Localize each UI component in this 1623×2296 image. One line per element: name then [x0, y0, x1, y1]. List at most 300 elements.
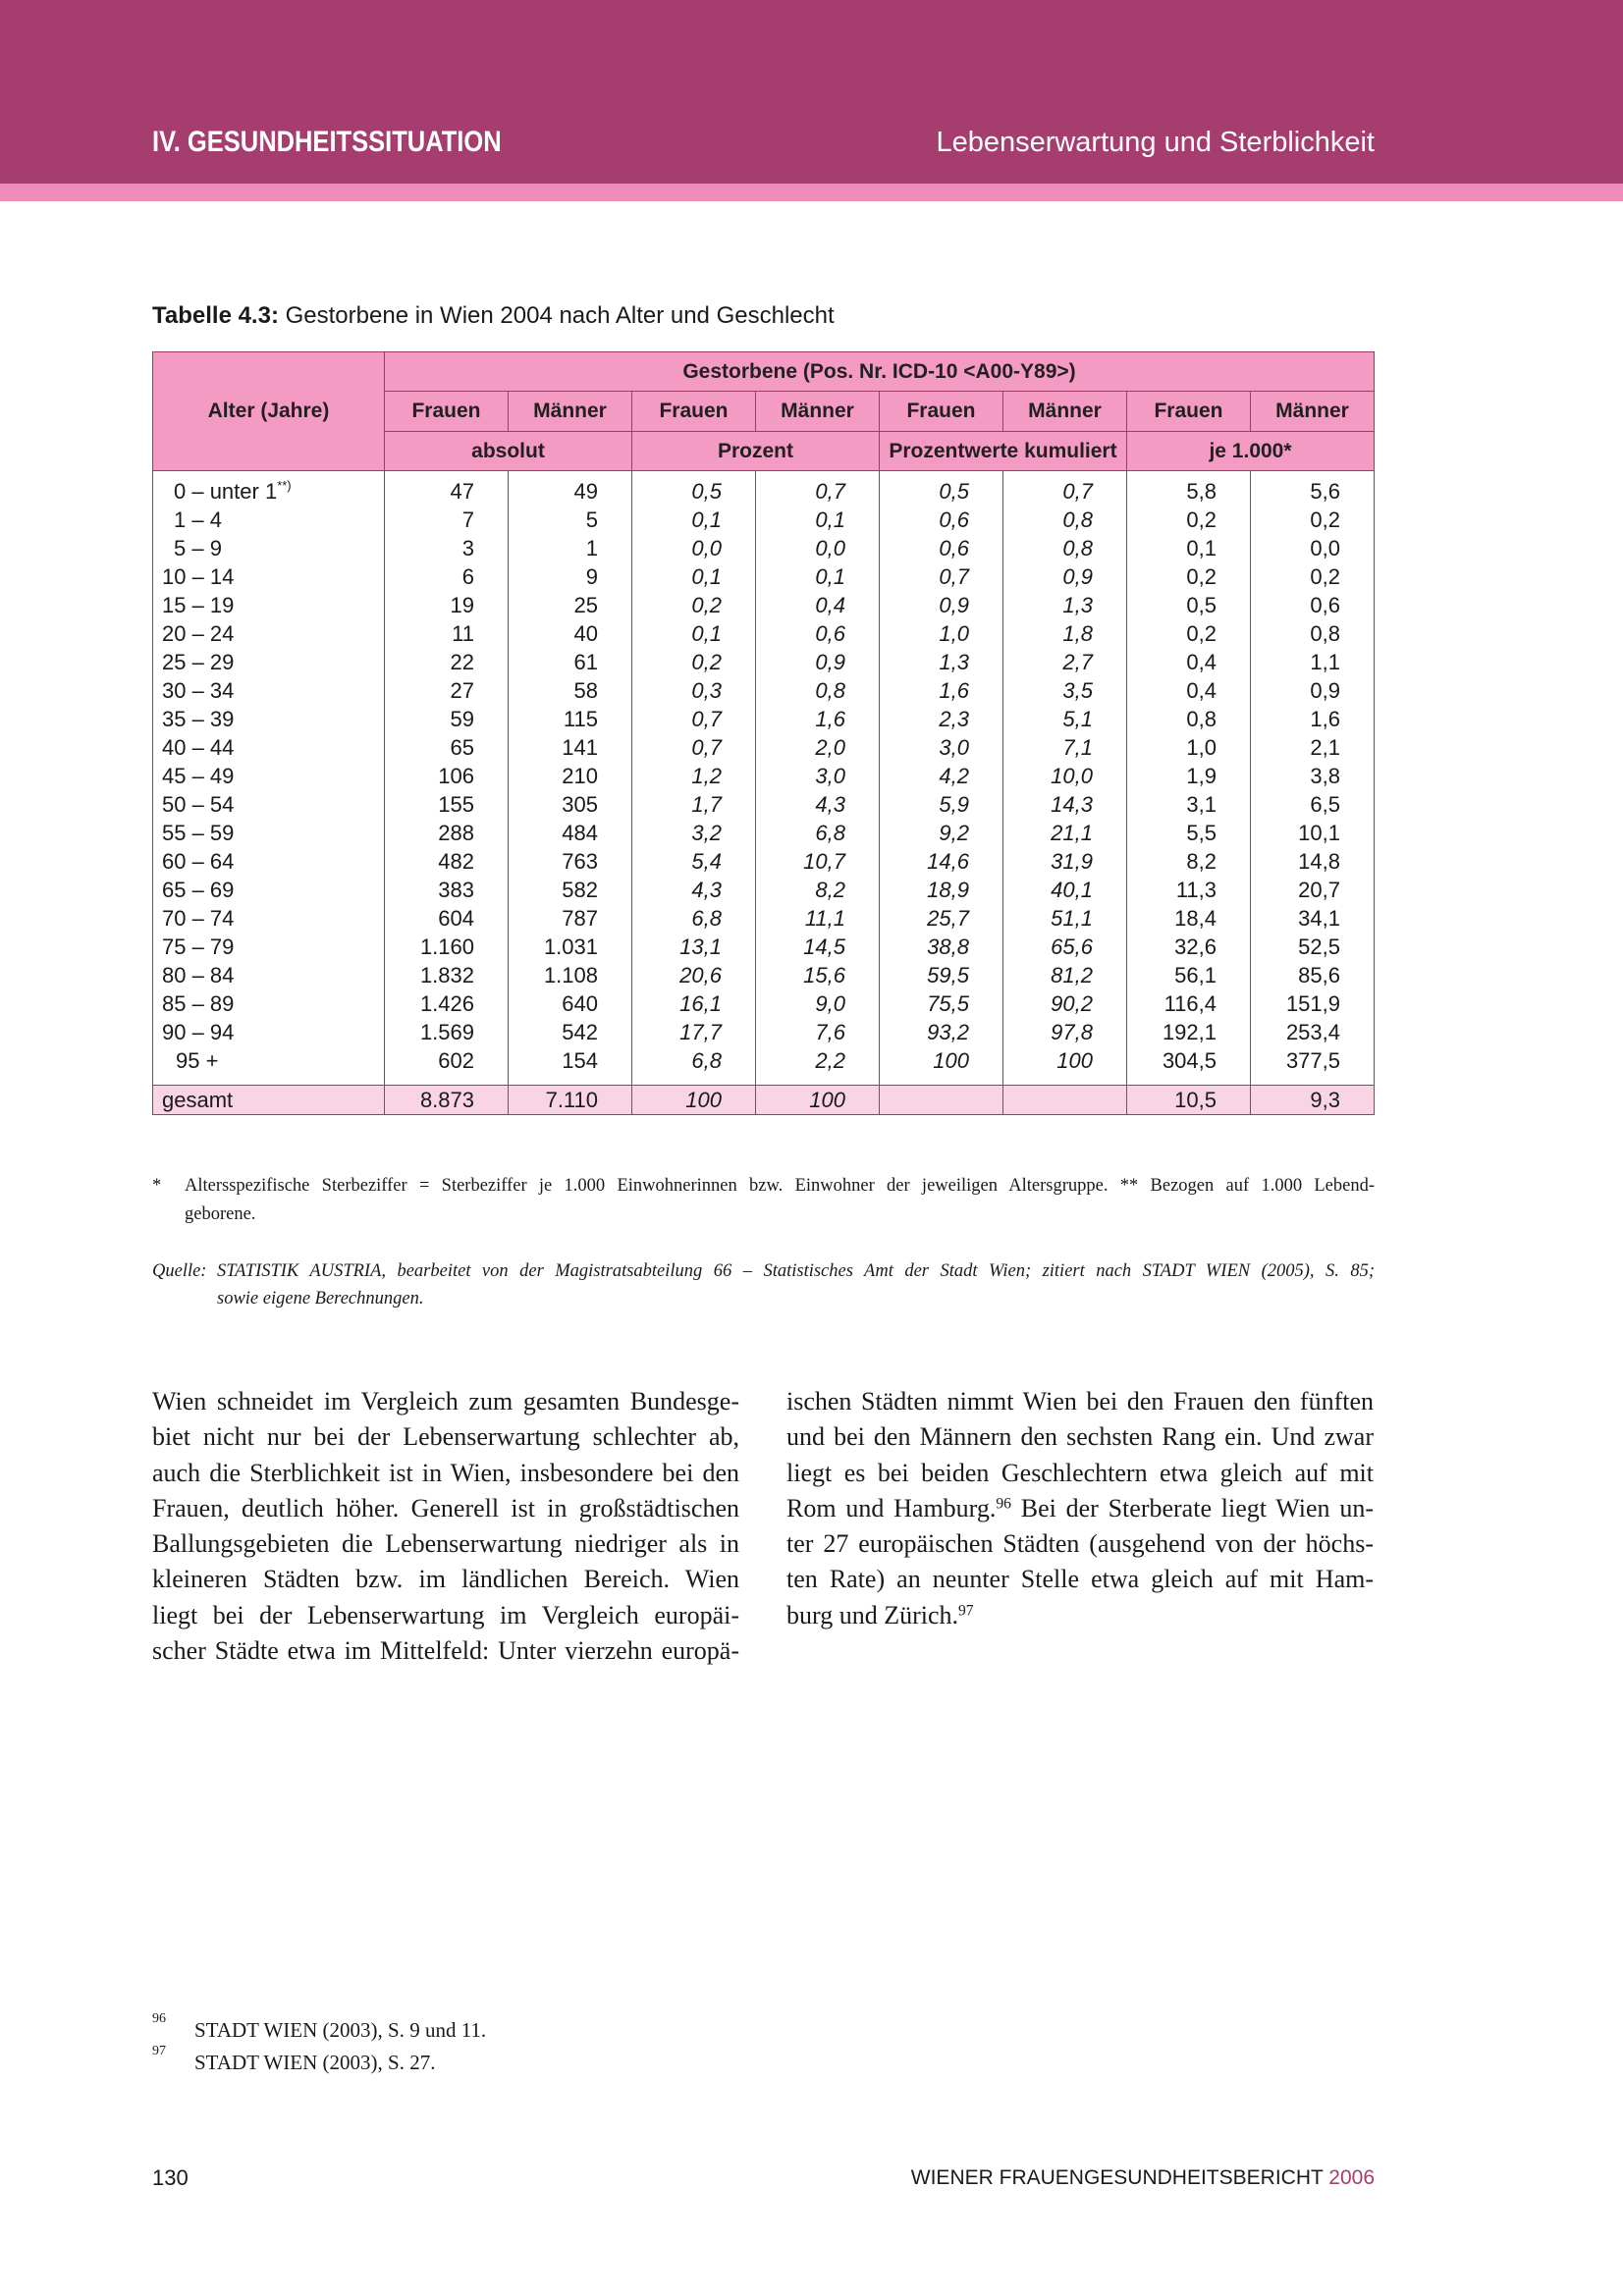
value-cell: 1.569: [385, 1018, 509, 1046]
age-group-cell: [153, 933, 385, 961]
unit-column-header: Prozent: [632, 432, 880, 471]
source-text: [217, 1257, 1375, 1312]
value-cell: 2,7: [1003, 648, 1127, 676]
value-cell: 5,6: [1251, 471, 1375, 507]
value-cell: 0,7: [756, 471, 880, 507]
value-cell: 0,8: [1251, 619, 1375, 648]
age-group-label: 60 – 64: [162, 849, 235, 874]
table-caption-text: Gestorbene in Wien 2004 nach Alter und Geschlecht: [285, 302, 835, 329]
topic-title: Lebenserwartung und Sterblichkeit: [936, 127, 1375, 158]
footnote: [152, 2044, 938, 2079]
value-cell: 1,3: [880, 648, 1003, 676]
text-segment: scher Städte etwa im Mittelfeld: Unter vierzehn europä-: [152, 1636, 739, 1666]
table-row: [153, 876, 1375, 904]
footnotes: [152, 2011, 938, 2079]
age-group-cell: [153, 762, 385, 790]
value-cell: 0,4: [1127, 648, 1251, 676]
value-cell: 0,6: [1251, 591, 1375, 619]
total-value-cell: [1003, 1086, 1127, 1115]
value-cell: 5,9: [880, 790, 1003, 819]
table-row: [153, 1046, 1375, 1086]
value-cell: 0,6: [880, 534, 1003, 562]
text-line: [786, 1526, 1374, 1562]
value-cell: 85,6: [1251, 961, 1375, 989]
value-cell: 1,2: [632, 762, 756, 790]
value-cell: 377,5: [1251, 1046, 1375, 1086]
value-cell: 40,1: [1003, 876, 1127, 904]
value-cell: 151,9: [1251, 989, 1375, 1018]
age-group-label: 85 – 89: [162, 991, 235, 1016]
age-group-label: 90 – 94: [162, 1020, 235, 1044]
table-footnote-line: geborene.: [185, 1204, 256, 1224]
text-line: [786, 1562, 1374, 1597]
value-cell: 288: [385, 819, 509, 847]
value-cell: 0,7: [632, 733, 756, 762]
value-cell: 1,0: [1127, 733, 1251, 762]
value-cell: 51,1: [1003, 904, 1127, 933]
text-segment: Bei der Sterberate liegt Wien un-: [1010, 1493, 1374, 1522]
value-cell: 305: [509, 790, 632, 819]
total-value-cell: [880, 1086, 1003, 1115]
value-cell: 59: [385, 705, 509, 733]
table-row: [153, 591, 1375, 619]
value-cell: 304,5: [1127, 1046, 1251, 1086]
header-accent-strip: [0, 184, 1623, 201]
age-group-cell: [153, 961, 385, 989]
value-cell: 8,2: [756, 876, 880, 904]
value-cell: 90,2: [1003, 989, 1127, 1018]
footer-title: [911, 2164, 1375, 2192]
value-cell: 25,7: [880, 904, 1003, 933]
text-segment: ischen Städten nimmt Wien bei den Frauen den fünften: [786, 1387, 1374, 1415]
unit-column-header: Prozentwerte kumuliert: [880, 432, 1127, 471]
value-cell: 0,4: [756, 591, 880, 619]
value-cell: 787: [509, 904, 632, 933]
age-group-label: 55 – 59: [162, 821, 235, 845]
header-row-group: [153, 352, 1375, 392]
table-row: [153, 471, 1375, 507]
value-cell: 115: [509, 705, 632, 733]
footnote: [152, 2011, 938, 2047]
age-group-label: 65 – 69: [162, 878, 235, 902]
value-cell: 4,3: [632, 876, 756, 904]
footnote-reference: 96: [996, 1495, 1011, 1513]
group-header: Gestorbene (Pos. Nr. ICD-10 <A00-Y89>): [385, 352, 1375, 392]
value-cell: 56,1: [1127, 961, 1251, 989]
value-cell: 0,9: [756, 648, 880, 676]
value-cell: 0,2: [1127, 506, 1251, 534]
value-cell: 27: [385, 676, 509, 705]
value-cell: 93,2: [880, 1018, 1003, 1046]
age-group-label: 35 – 39: [162, 707, 235, 731]
text-column-right: [786, 1384, 1374, 1633]
value-cell: 4,3: [756, 790, 880, 819]
age-group-label: 15 – 19: [162, 593, 235, 617]
value-cell: 8,2: [1127, 847, 1251, 876]
footer-report-name: WIENER FRAUENGESUNDHEITSBERICHT: [910, 2166, 1324, 2189]
table-row: [153, 847, 1375, 876]
value-cell: 21,1: [1003, 819, 1127, 847]
source-line: STATISTIK AUSTRIA, bearbeitet von der Magistratsabteilung 66 – Statistisches Amt der Stadt Wien; zitiert nach STADT WIEN (2005), S. 85;: [217, 1261, 1375, 1281]
value-cell: 0,0: [632, 534, 756, 562]
text-line: [786, 1384, 1374, 1419]
value-cell: 482: [385, 847, 509, 876]
value-cell: 49: [509, 471, 632, 507]
value-cell: 0,7: [632, 705, 756, 733]
value-cell: 3,1: [1127, 790, 1251, 819]
value-cell: 3,5: [1003, 676, 1127, 705]
unit-column-header: absolut: [385, 432, 632, 471]
value-cell: 0,5: [632, 471, 756, 507]
page-number: 130: [152, 2165, 189, 2190]
text-line: [152, 1633, 739, 1669]
value-cell: 141: [509, 733, 632, 762]
footnote-text: STADT WIEN (2003), S. 9 und 11.: [194, 2018, 487, 2042]
value-cell: 5,8: [1127, 471, 1251, 507]
value-cell: 154: [509, 1046, 632, 1086]
value-cell: 5,4: [632, 847, 756, 876]
value-cell: 0,1: [756, 562, 880, 591]
text-segment: Rom und Hamburg.: [786, 1493, 997, 1522]
value-cell: 1,7: [632, 790, 756, 819]
value-cell: 17,7: [632, 1018, 756, 1046]
age-group-cell: [153, 790, 385, 819]
value-cell: 4,2: [880, 762, 1003, 790]
table-footnote-text: [185, 1172, 1375, 1229]
value-cell: 1: [509, 534, 632, 562]
footnote-marker: *: [152, 1176, 162, 1196]
value-cell: 14,8: [1251, 847, 1375, 876]
text-line: [786, 1456, 1374, 1491]
text-line: [152, 1456, 739, 1491]
value-cell: 542: [509, 1018, 632, 1046]
value-cell: 10,7: [756, 847, 880, 876]
value-cell: 81,2: [1003, 961, 1127, 989]
value-cell: 3,0: [756, 762, 880, 790]
table-row: [153, 648, 1375, 676]
text-segment: ten Rate) an neunter Stelle etwa gleich auf mit Ham-: [786, 1565, 1374, 1594]
value-cell: 0,7: [1003, 471, 1127, 507]
sex-column-header: Frauen: [1127, 392, 1251, 432]
value-cell: 192,1: [1127, 1018, 1251, 1046]
table-row: [153, 733, 1375, 762]
value-cell: 210: [509, 762, 632, 790]
value-cell: 2,2: [756, 1046, 880, 1086]
value-cell: 7: [385, 506, 509, 534]
value-cell: 602: [385, 1046, 509, 1086]
age-group-cell: [153, 506, 385, 534]
age-group-cell: [153, 876, 385, 904]
value-cell: 9: [509, 562, 632, 591]
sex-column-header: Frauen: [632, 392, 756, 432]
age-group-label: 50 – 54: [162, 792, 235, 817]
age-group-label: 30 – 34: [162, 678, 235, 703]
value-cell: 10,1: [1251, 819, 1375, 847]
age-group-cell: [153, 705, 385, 733]
age-group-label: 0 – unter 1: [174, 479, 278, 504]
value-cell: 106: [385, 762, 509, 790]
age-group-cell: [153, 847, 385, 876]
text-segment: burg und Zürich.: [786, 1600, 958, 1629]
age-group-cell: [153, 648, 385, 676]
value-cell: 0,8: [1003, 534, 1127, 562]
value-cell: 58: [509, 676, 632, 705]
value-cell: 13,1: [632, 933, 756, 961]
value-cell: 18,4: [1127, 904, 1251, 933]
text-segment: und bei den Männern den sechsten Rang ein. Und zwar: [786, 1422, 1374, 1452]
value-cell: 5: [509, 506, 632, 534]
value-cell: 0,1: [1127, 534, 1251, 562]
value-cell: 0,0: [756, 534, 880, 562]
age-group-label: 95 +: [176, 1048, 219, 1073]
text-segment: Frauen, deutlich höher. Generell ist in großstädtischen: [152, 1493, 739, 1522]
sex-column-header: Frauen: [880, 392, 1003, 432]
value-cell: 10,0: [1003, 762, 1127, 790]
table-row: [153, 790, 1375, 819]
section-title: IV. GESUNDHEITSSITUATION: [152, 126, 502, 158]
text-line: [152, 1526, 739, 1562]
value-cell: 3: [385, 534, 509, 562]
value-cell: 604: [385, 904, 509, 933]
value-cell: 6,8: [632, 1046, 756, 1086]
footnote-text: STADT WIEN (2003), S. 27.: [194, 2051, 436, 2074]
value-cell: 0,7: [880, 562, 1003, 591]
value-cell: 16,1: [632, 989, 756, 1018]
value-cell: 0,9: [1251, 676, 1375, 705]
text-segment: ter 27 europäischen Städten (ausgehend von der höchs-: [786, 1529, 1374, 1559]
total-label-cell: gesamt: [153, 1086, 385, 1115]
unit-column-header: je 1.000*: [1127, 432, 1375, 471]
value-cell: 9,2: [880, 819, 1003, 847]
value-cell: 155: [385, 790, 509, 819]
table-row: [153, 534, 1375, 562]
table-footnote: [152, 1172, 1375, 1231]
table-row: [153, 961, 1375, 989]
value-cell: 34,1: [1251, 904, 1375, 933]
age-group-label: 75 – 79: [162, 934, 235, 959]
value-cell: 15,6: [756, 961, 880, 989]
value-cell: 6,5: [1251, 790, 1375, 819]
value-cell: 22: [385, 648, 509, 676]
text-segment: Ballungsgebieten die Lebenserwartung niedriger als in: [152, 1529, 739, 1559]
value-cell: 6,8: [632, 904, 756, 933]
total-value-cell: 7.110: [509, 1086, 632, 1115]
value-cell: 40: [509, 619, 632, 648]
value-cell: 0,5: [880, 471, 1003, 507]
value-cell: 0,8: [1003, 506, 1127, 534]
text-segment: auch die Sterblichkeit ist in Wien, insbesondere bei den: [152, 1458, 739, 1487]
footnote-number: 97: [152, 2044, 166, 2058]
value-cell: 0,0: [1251, 534, 1375, 562]
value-cell: 11: [385, 619, 509, 648]
value-cell: 6: [385, 562, 509, 591]
value-cell: 3,2: [632, 819, 756, 847]
text-line: [152, 1598, 739, 1633]
total-value-cell: 100: [632, 1086, 756, 1115]
footer-year: 2006: [1328, 2166, 1375, 2189]
value-cell: 1,6: [1251, 705, 1375, 733]
text-line: [152, 1419, 739, 1455]
value-cell: 0,2: [632, 591, 756, 619]
age-group-cell: [153, 591, 385, 619]
source-label: Quelle:: [152, 1261, 207, 1281]
value-cell: 0,9: [1003, 562, 1127, 591]
age-group-cell: [153, 1018, 385, 1046]
value-cell: 5,1: [1003, 705, 1127, 733]
value-cell: 31,9: [1003, 847, 1127, 876]
table-caption-label: Tabelle 4.3:: [152, 302, 279, 329]
value-cell: 1.031: [509, 933, 632, 961]
table-footnote-line: Altersspezifische Sterbeziffer = Sterbeziffer je 1.000 Einwohnerinnen bzw. Einwohner der jeweiligen Altersgruppe. ** Bezogen auf 1.000 Lebend-: [185, 1176, 1375, 1196]
total-value-cell: 100: [756, 1086, 880, 1115]
value-cell: 65: [385, 733, 509, 762]
value-cell: 1,3: [1003, 591, 1127, 619]
age-group-cell: [153, 562, 385, 591]
value-cell: 1,6: [756, 705, 880, 733]
value-cell: 0,6: [880, 506, 1003, 534]
age-group-label: 70 – 74: [162, 906, 235, 931]
age-group-label: 20 – 24: [162, 621, 235, 646]
value-cell: 763: [509, 847, 632, 876]
value-cell: 18,9: [880, 876, 1003, 904]
value-cell: 0,8: [756, 676, 880, 705]
table-row: [153, 562, 1375, 591]
age-group-cell: [153, 989, 385, 1018]
value-cell: 0,2: [1127, 619, 1251, 648]
value-cell: 0,2: [632, 648, 756, 676]
value-cell: 14,5: [756, 933, 880, 961]
age-group-cell: [153, 819, 385, 847]
text-segment: biet nicht nur bei der Lebenserwartung schlechter ab,: [152, 1422, 739, 1452]
age-group-cell: [153, 1046, 385, 1086]
value-cell: 25: [509, 591, 632, 619]
text-line: [786, 1598, 1374, 1633]
value-cell: 11,1: [756, 904, 880, 933]
age-group-cell: [153, 676, 385, 705]
age-group-label: 10 – 14: [162, 564, 235, 589]
value-cell: 116,4: [1127, 989, 1251, 1018]
table-row: [153, 762, 1375, 790]
value-cell: 97,8: [1003, 1018, 1127, 1046]
table-row: [153, 933, 1375, 961]
table-total: [153, 1086, 1375, 1115]
age-group-cell: [153, 619, 385, 648]
value-cell: 38,8: [880, 933, 1003, 961]
value-cell: 65,6: [1003, 933, 1127, 961]
value-cell: 7,1: [1003, 733, 1127, 762]
value-cell: 59,5: [880, 961, 1003, 989]
text-column-left: [152, 1384, 739, 1669]
sex-column-header: Männer: [1251, 392, 1375, 432]
value-cell: 1,1: [1251, 648, 1375, 676]
value-cell: 1.108: [509, 961, 632, 989]
age-group-cell: [153, 471, 385, 507]
value-cell: 3,0: [880, 733, 1003, 762]
value-cell: 11,3: [1127, 876, 1251, 904]
value-cell: 20,6: [632, 961, 756, 989]
value-cell: 0,8: [1127, 705, 1251, 733]
sex-column-header: Frauen: [385, 392, 509, 432]
footnote-reference: 97: [958, 1602, 974, 1620]
total-value-cell: 9,3: [1251, 1086, 1375, 1115]
value-cell: 253,4: [1251, 1018, 1375, 1046]
footnote-number: 96: [152, 2011, 166, 2026]
value-cell: 0,1: [632, 562, 756, 591]
value-cell: 1,8: [1003, 619, 1127, 648]
sex-column-header: Männer: [509, 392, 632, 432]
text-segment: kleineren Städten bzw. im ländlichen Bereich. Wien: [152, 1565, 739, 1594]
table-row: [153, 506, 1375, 534]
table-row: [153, 619, 1375, 648]
value-cell: 484: [509, 819, 632, 847]
age-group-cell: [153, 733, 385, 762]
table-caption: [152, 302, 835, 330]
table-row: [153, 989, 1375, 1018]
table-row: [153, 1018, 1375, 1046]
text-segment: liegt es bei beiden Geschlechtern etwa gleich auf mit: [786, 1458, 1374, 1487]
table-row: [153, 904, 1375, 933]
body-text: [152, 1384, 1375, 1679]
text-line: [786, 1419, 1374, 1455]
value-cell: 0,1: [632, 619, 756, 648]
value-cell: 100: [1003, 1046, 1127, 1086]
source-line: sowie eigene Berechnungen.: [217, 1289, 424, 1308]
value-cell: 0,2: [1251, 562, 1375, 591]
text-segment: liegt bei der Lebenserwartung im Vergleich europäi-: [152, 1600, 739, 1629]
age-group-label: 1 – 4: [174, 507, 222, 532]
value-cell: 1,6: [880, 676, 1003, 705]
value-cell: 1,0: [880, 619, 1003, 648]
value-cell: 19: [385, 591, 509, 619]
header-band: [0, 0, 1623, 184]
total-row: [153, 1086, 1375, 1115]
table-row: [153, 819, 1375, 847]
value-cell: 100: [880, 1046, 1003, 1086]
value-cell: 61: [509, 648, 632, 676]
value-cell: 14,6: [880, 847, 1003, 876]
value-cell: 20,7: [1251, 876, 1375, 904]
table-row: [153, 705, 1375, 733]
value-cell: 7,6: [756, 1018, 880, 1046]
value-cell: 9,0: [756, 989, 880, 1018]
total-value-cell: 8.873: [385, 1086, 509, 1115]
mortality-table: [152, 351, 1375, 1115]
table-head: [153, 352, 1375, 471]
value-cell: 0,2: [1251, 506, 1375, 534]
sex-column-header: Männer: [756, 392, 880, 432]
value-cell: 6,8: [756, 819, 880, 847]
age-group-label: 25 – 29: [162, 650, 235, 674]
value-cell: 0,1: [756, 506, 880, 534]
age-group-label: 80 – 84: [162, 963, 235, 988]
text-segment: Wien schneidet im Vergleich zum gesamten Bundesge-: [152, 1387, 739, 1415]
table-body: [153, 471, 1375, 1086]
age-group-cell: [153, 904, 385, 933]
age-group-label: 45 – 49: [162, 764, 235, 788]
age-group-label: 40 – 44: [162, 735, 235, 760]
value-cell: 0,1: [632, 506, 756, 534]
value-cell: 1.426: [385, 989, 509, 1018]
value-cell: 5,5: [1127, 819, 1251, 847]
text-line: [152, 1491, 739, 1526]
value-cell: 47: [385, 471, 509, 507]
text-line: [152, 1384, 739, 1419]
total-value-cell: 10,5: [1127, 1086, 1251, 1115]
value-cell: 14,3: [1003, 790, 1127, 819]
sex-column-header: Männer: [1003, 392, 1127, 432]
text-line: [152, 1562, 739, 1597]
value-cell: 0,5: [1127, 591, 1251, 619]
